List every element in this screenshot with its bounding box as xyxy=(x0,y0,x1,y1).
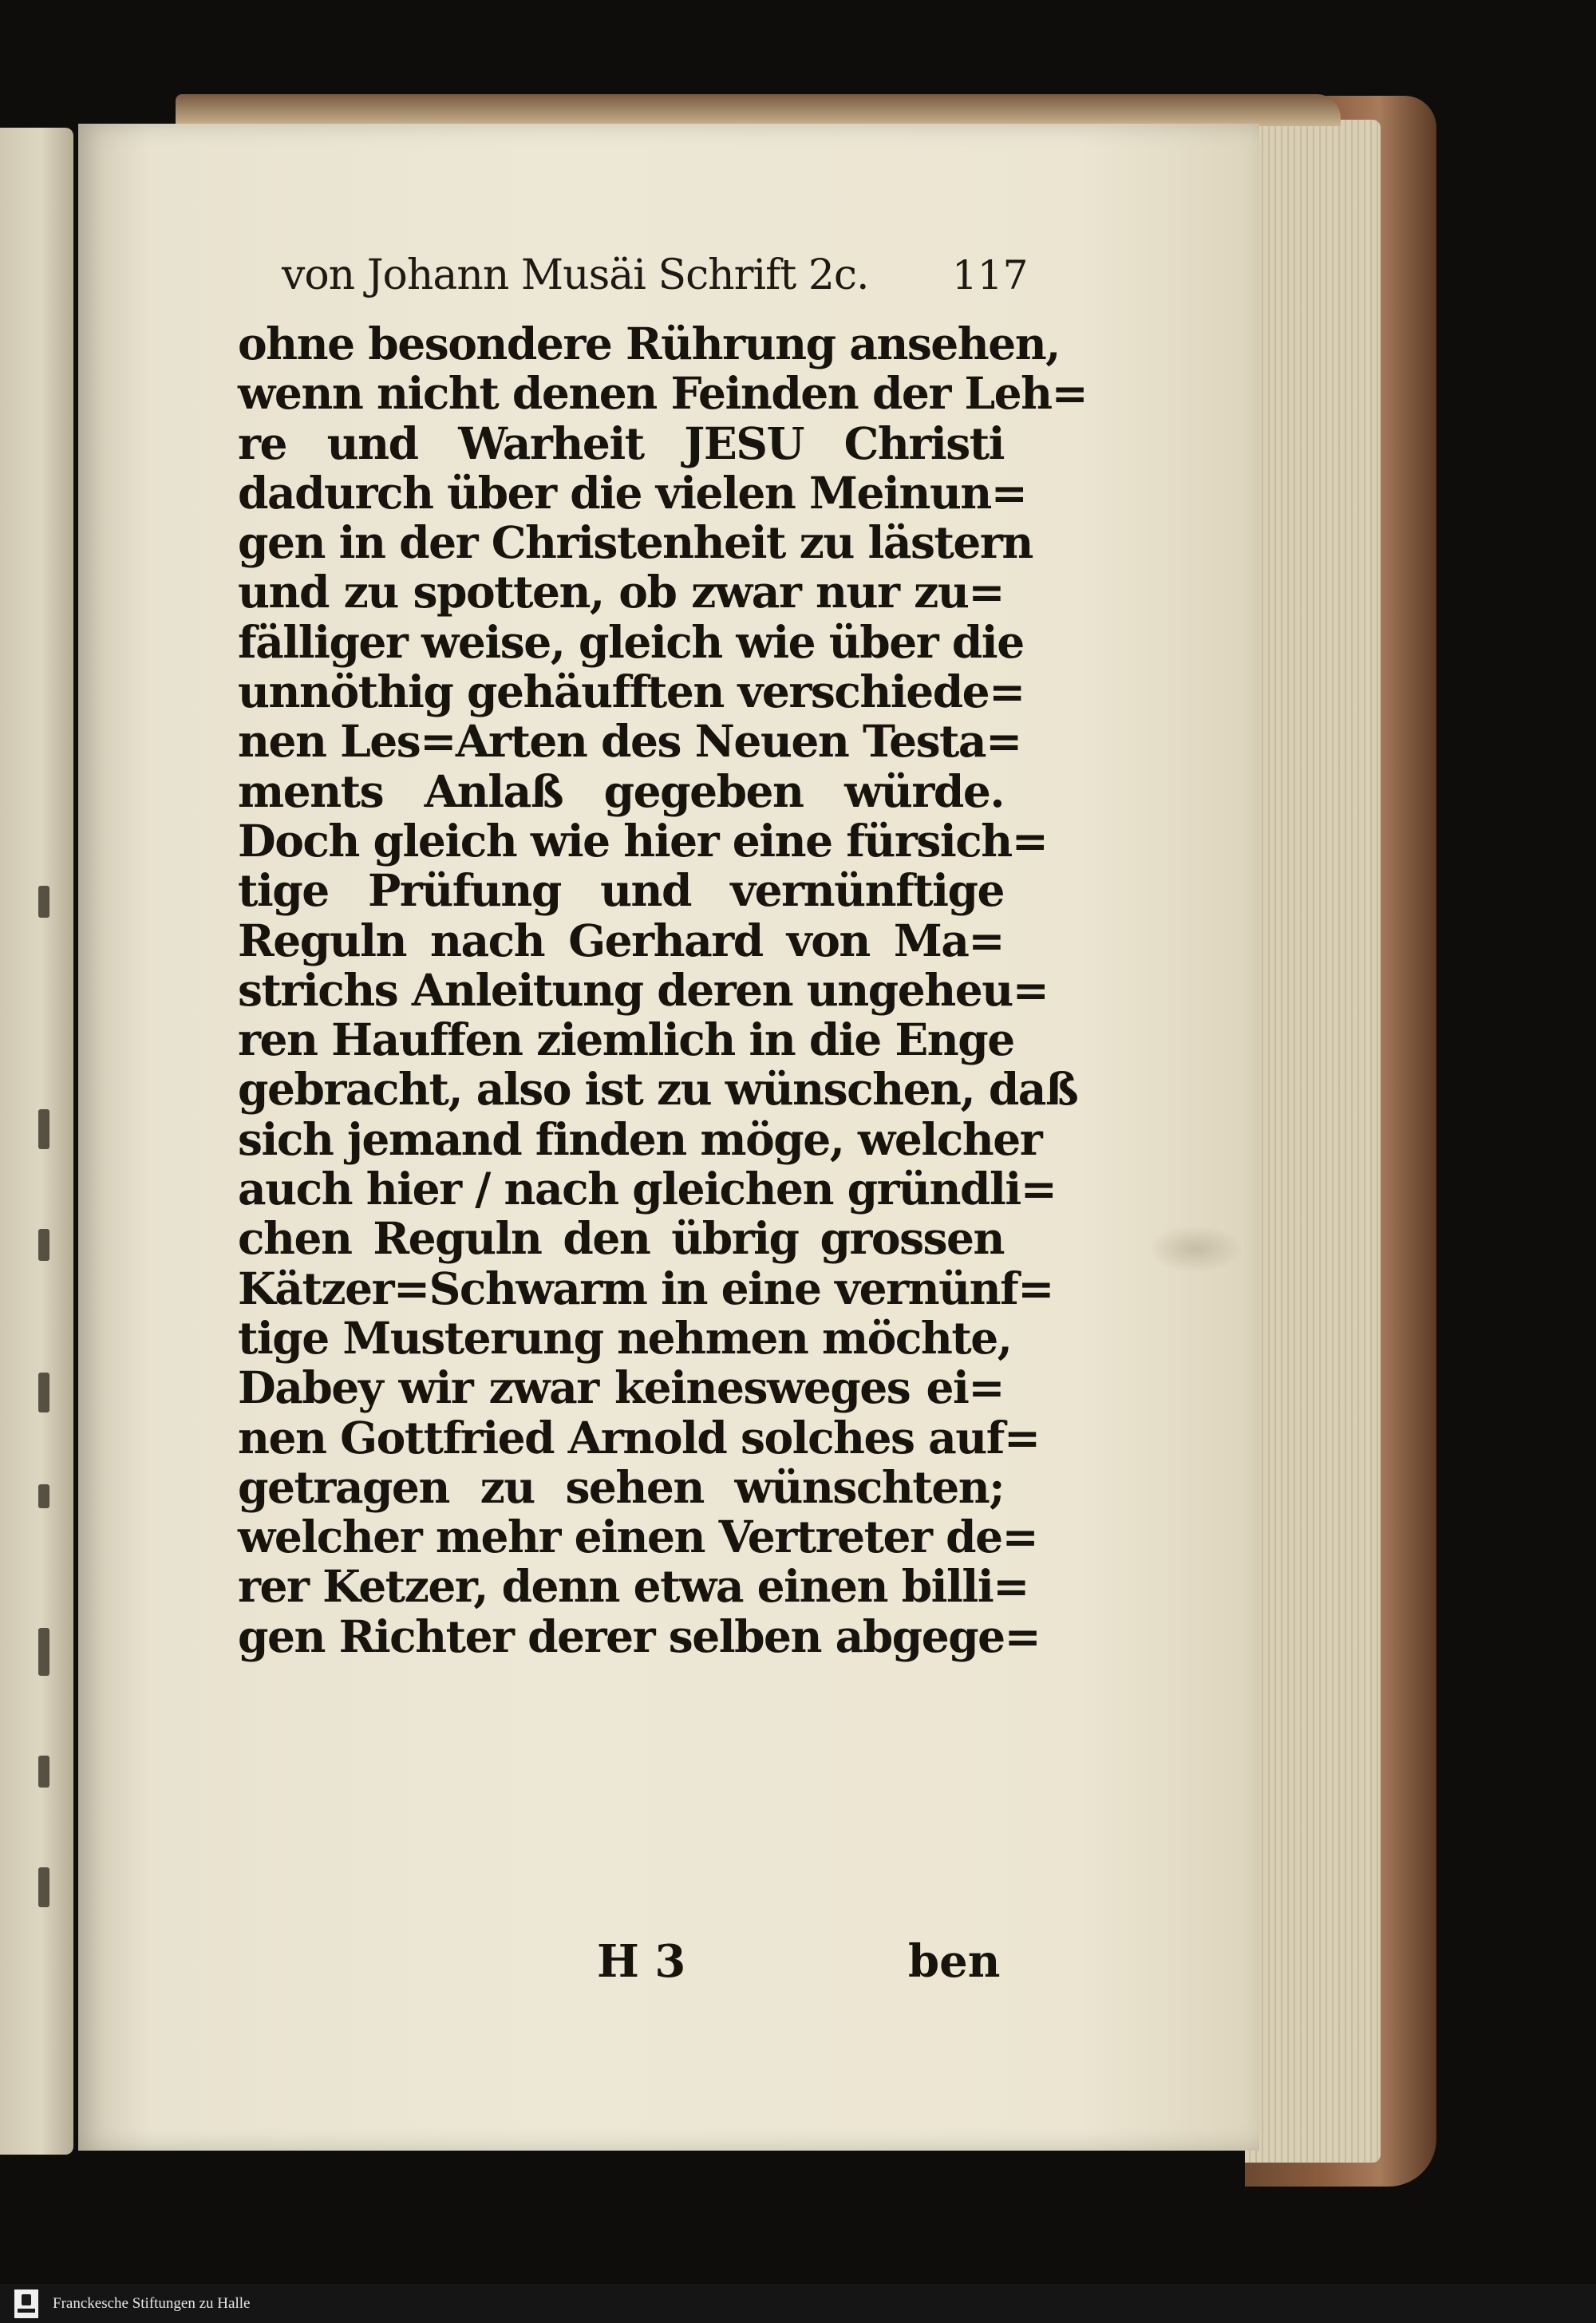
text-line: re und Warheit JESU Christi xyxy=(238,417,1004,469)
institution-logo-icon xyxy=(14,2289,38,2318)
page-number: 117 xyxy=(952,252,1029,298)
signature-mark: H 3 xyxy=(597,1935,686,1988)
text-line: fälliger weise, gleich wie über die xyxy=(238,615,1024,668)
text-line: nen Gottfried Arnold solches auf= xyxy=(238,1411,1040,1464)
right-page xyxy=(78,124,1259,2151)
text-line: nen Les=Arten des Neuen Testa= xyxy=(238,715,1021,768)
text-line: Dabey wir zwar keinesweges ei= xyxy=(238,1361,1004,1414)
text-line: strichs Anleitung deren ungeheu= xyxy=(238,963,1049,1016)
left-page-bleed-marks xyxy=(6,128,70,2155)
left-page-edge xyxy=(0,128,73,2155)
text-line: gen in der Christenheit zu lästern xyxy=(238,516,1033,569)
ink-bleed-through xyxy=(1148,1225,1243,1273)
text-line: wenn nicht denen Feinden der Leh= xyxy=(238,367,1088,420)
page-leaves xyxy=(1245,120,1381,2163)
text-line: gebracht, also ist zu wünschen, daß xyxy=(238,1063,1078,1116)
text-line: chen Reguln den übrig grossen xyxy=(238,1212,1004,1265)
text-line: gen Richter derer selben abgege= xyxy=(238,1610,1041,1662)
text-line: rer Ketzer, denn etwa einen billi= xyxy=(238,1560,1029,1613)
text-line: Kätzer=Schwarm in eine vernünf= xyxy=(238,1262,1053,1314)
text-line: tige Musterung nehmen möchte, xyxy=(238,1311,1012,1364)
footer-bar xyxy=(0,2284,1596,2323)
text-line: Reguln nach Gerhard von Ma= xyxy=(238,914,1004,966)
catchword: ben xyxy=(908,1935,1001,1988)
text-line: sich jemand finden möge, welcher xyxy=(238,1112,1042,1165)
text-line: auch hier / nach gleichen gründli= xyxy=(238,1163,1057,1215)
text-line: ohne besondere Rührung ansehen, xyxy=(238,318,1060,369)
text-line: dadurch über die vielen Meinun= xyxy=(238,466,1027,519)
text-line: Doch gleich wie hier eine fürsich= xyxy=(238,814,1048,867)
page-top-edge xyxy=(176,94,1341,126)
institution-name: Franckesche Stiftungen zu Halle xyxy=(53,2294,251,2312)
running-head: von Johann Musäi Schrift 2c. xyxy=(282,251,869,299)
text-line: ren Hauffen ziemlich in die Enge xyxy=(238,1013,1014,1066)
text-line: und zu spotten, ob zwar nur zu= xyxy=(238,566,1004,618)
text-line: welcher mehr einen Vertreter de= xyxy=(238,1511,1038,1563)
body-text xyxy=(238,318,1088,1662)
text-line: getragen zu sehen wünschten; xyxy=(238,1460,1004,1513)
text-line: unnöthig gehäufften verschiede= xyxy=(238,666,1025,718)
text-line: ments Anlaß gegeben würde. xyxy=(238,764,1004,817)
text-line: tige Prüfung und vernünftige xyxy=(238,864,1004,917)
